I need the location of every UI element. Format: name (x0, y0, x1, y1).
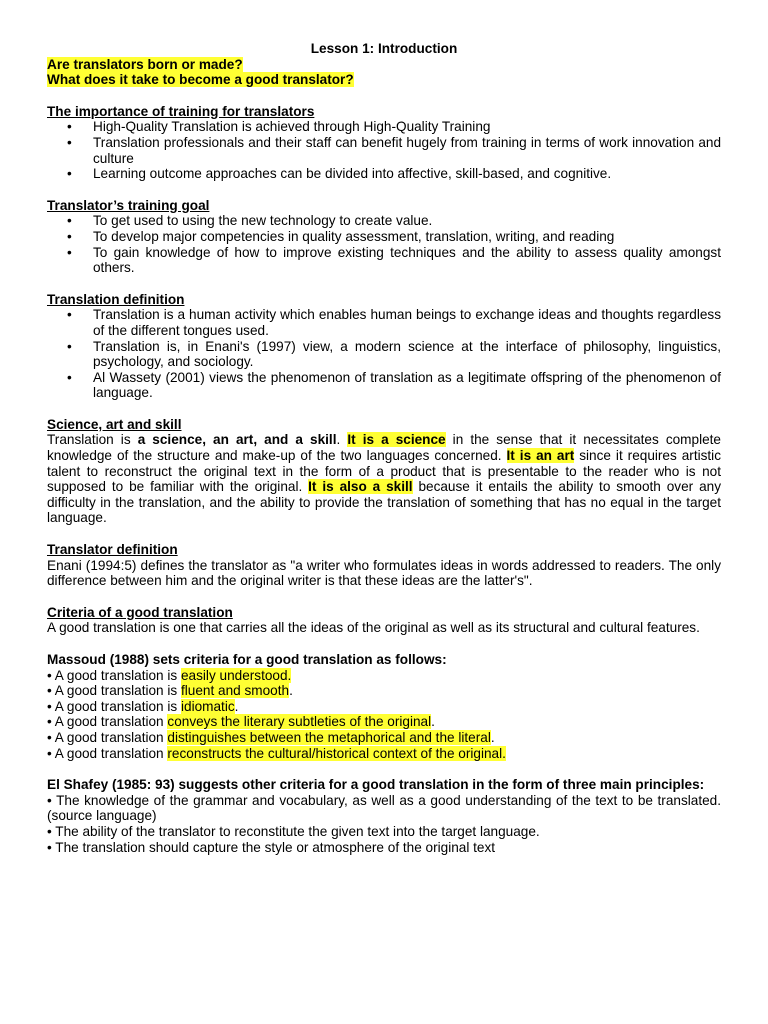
list-item: • Translation is, in Enani's (1997) view, a modern science at the interface of philosophy, linguistics, psychology, and sociology. (47, 339, 721, 370)
section-heading: El Shafey (1985: 93) suggests other criteria for a good translation in the form of three main principles: (47, 777, 705, 793)
list-item: • The knowledge of the grammar and vocabulary, as well as a good understanding of the text to be translated.(source language) (47, 792, 721, 824)
highlight-run: It is a science (347, 432, 446, 448)
section-criteria (47, 605, 721, 636)
section-massoud (47, 652, 721, 761)
list-item: • The translation should capture the style or atmosphere of the original text (47, 839, 496, 855)
section-heading: Translation definition (47, 291, 185, 307)
section-definition (47, 292, 721, 401)
question-2: What does it take to become a good translator? (47, 72, 354, 88)
section-goal (47, 198, 721, 276)
list-item: • A good translation is easily understood. (47, 667, 292, 683)
question-1: Are translators born or made? (47, 56, 243, 72)
highlight-run: It is also a skill (308, 479, 413, 495)
science-paragraph (47, 432, 721, 526)
text-run: Translation is (47, 432, 138, 448)
list-item: • To get used to using the new technology to create value. (47, 213, 721, 229)
section-science (47, 417, 721, 526)
bold-run: a science, an art, and a skill (137, 432, 337, 448)
section-translator (47, 542, 721, 589)
translator-paragraph: Enani (1994:5) defines the translator as "a writer who formulates ideas in words addressed to readers. The only difference between him and the original writer is that these ideas are the latter's". (47, 557, 721, 589)
section-heading: Science, art and skill (47, 416, 182, 432)
section-heading: Criteria of a good translation (47, 604, 233, 620)
list-item: • Al Wassety (2001) views the phenomenon of translation as a legitimate offspring of the phenomenon of language. (47, 370, 721, 401)
section-training (47, 104, 721, 182)
section-heading: The importance of training for translators (47, 103, 315, 119)
section-heading: Massoud (1988) sets criteria for a good translation as follows: (47, 652, 447, 667)
list-item: • Translation professionals and their staff can benefit hugely from training in terms of work innovation and culture (47, 135, 721, 166)
page-title: Lesson 1: Introduction (310, 41, 458, 56)
document-page (47, 41, 721, 855)
text-run: in the sense that it necessitates complete knowledge of the structure and make-up of the two languages concerned. (47, 432, 721, 464)
criteria-paragraph: A good translation is one that carries all the ideas of the original as well as its structural and cultural features. (47, 620, 700, 636)
section-heading: Translator definition (47, 542, 178, 558)
text-run: since it requires artistic talent to reconstruct the original text in the form of a product that is presentable to the reader who is not supposed to be familiar with the original. (47, 448, 722, 495)
highlight-run: It is an art (506, 448, 575, 464)
list-item: • A good translation is fluent and smooth. (47, 683, 293, 699)
list-item: • A good translation conveys the literary subtleties of the original. (47, 714, 435, 730)
section-shafey (47, 777, 721, 855)
list-item: • A good translation reconstructs the cultural/historical context of the original. (47, 745, 506, 761)
list-item: • High-Quality Translation is achieved through High-Quality Training (47, 119, 721, 135)
list-item: • A good translation distinguishes between the metaphorical and the literal. (47, 729, 495, 745)
text-run: because it entails the ability to smooth over any difficulty in the translation, and the ability to provide the translation of something that has no equal in the target language. (47, 479, 721, 526)
list-item: • Learning outcome approaches can be divided into affective, skill-based, and cognitive. (47, 166, 721, 182)
text-run: . (336, 432, 348, 448)
intro-questions (47, 57, 721, 88)
section-heading: Translator’s training goal (47, 197, 210, 213)
list-item: • Translation is a human activity which enables human beings to exchange ideas and thoughts regardless of the different tongues used. (47, 307, 721, 338)
list-item: • To gain knowledge of how to improve existing techniques and the ability to assess quality amongst others. (47, 245, 721, 276)
list-item: • To develop major competencies in quality assessment, translation, writing, and reading (47, 229, 721, 245)
list-item: • A good translation is idiomatic. (47, 698, 239, 714)
list-item: • The ability of the translator to reconstitute the given text into the target language. (47, 823, 540, 839)
